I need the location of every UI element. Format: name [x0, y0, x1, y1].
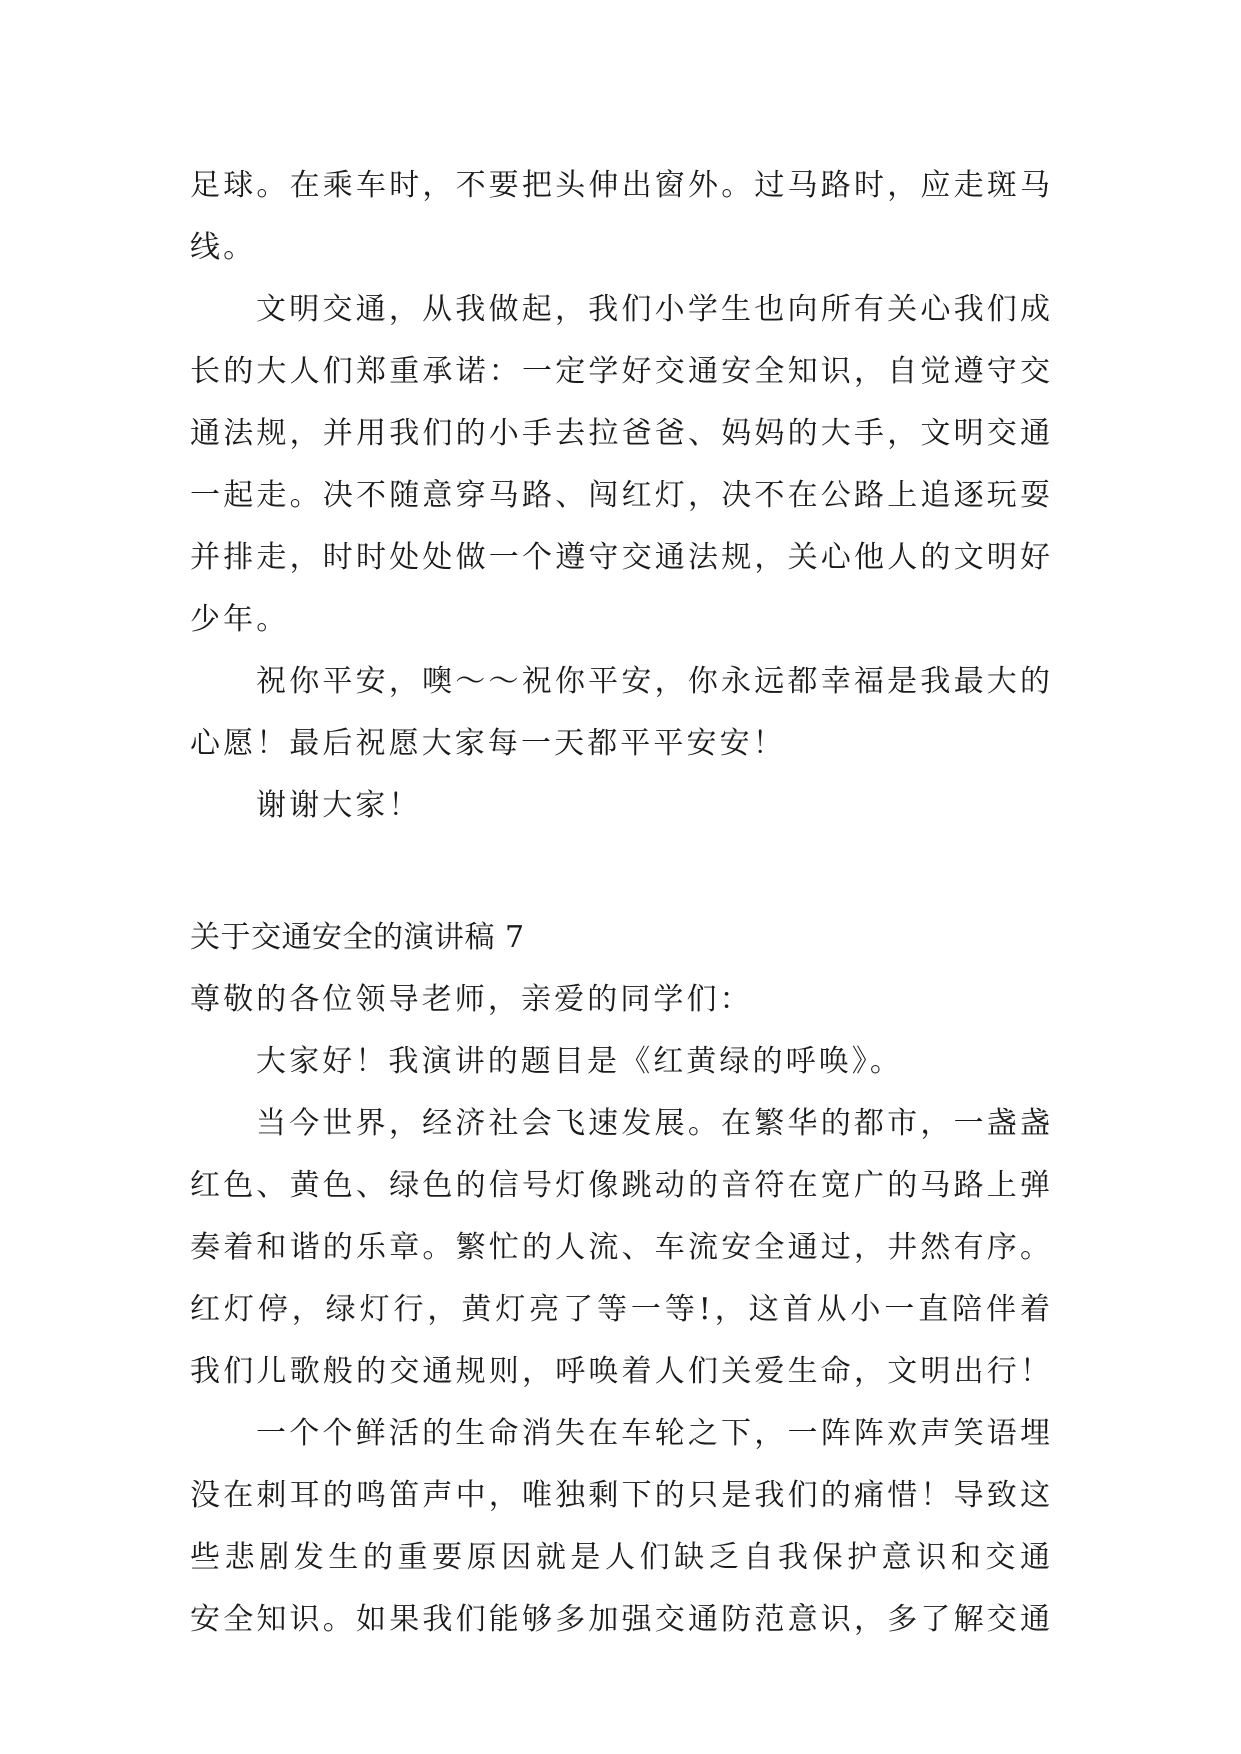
text-line: 红色、黄色、绿色的信号灯像跳动的音符在宽广的马路上弹	[190, 1168, 1050, 1203]
text-line: 当今世界，经济社会飞速发展。在繁华的都市，一盏盏	[256, 1106, 1050, 1141]
salutation: 尊敬的各位领导老师，亲爱的同学们：	[190, 982, 753, 1017]
text-line: 足球。在乘车时，不要把头伸出窗外。过马路时，应走斑马	[190, 168, 1050, 203]
promise-paragraph	[190, 279, 1050, 651]
text-line: 红灯停，绿灯行，黄灯亮了等一等!，这首从小一直陪伴着	[190, 1292, 1050, 1327]
text-line: 奏着和谐的乐章。繁忙的人流、车流安全通过，井然有序。	[190, 1230, 1050, 1265]
text-line: 一个个鲜活的生命消失在车轮之下，一阵阵欢声笑语埋	[256, 1416, 1050, 1451]
text-line: 没在刺耳的鸣笛声中，唯独剩下的只是我们的痛惜！导致这	[190, 1478, 1050, 1513]
tragedy-paragraph	[190, 1403, 1050, 1651]
text-line: 些悲剧发生的重要原因就是人们缺乏自我保护意识和交通	[190, 1540, 1050, 1575]
wish-paragraph	[190, 651, 1050, 775]
thanks-line: 谢谢大家！	[256, 788, 422, 823]
text-line: 线。	[190, 230, 257, 265]
text-line: 祝你平安，噢～～祝你平安，你永远都幸福是我最大的	[256, 664, 1050, 699]
continuation-paragraph	[190, 155, 1050, 279]
text-line: 我们儿歌般的交通规则，呼唤着人们关爱生命，文明出行！	[190, 1354, 1050, 1389]
text-line: 心愿！最后祝愿大家每一天都平平安安！	[190, 726, 786, 761]
greeting: 大家好！我演讲的题目是《红黄绿的呼唤》。	[256, 1044, 903, 1079]
text-line: 并排走，时时处处做一个遵守交通法规，关心他人的文明好	[190, 540, 1050, 575]
text-line: 长的大人们郑重承诺：一定学好交通安全知识，自觉遵守交	[190, 354, 1050, 389]
text-line: 一起走。决不随意穿马路、闯红灯，决不在公路上追逐玩耍	[190, 478, 1050, 513]
text-line: 少年。	[190, 602, 290, 637]
section-title: 关于交通安全的演讲稿 7	[190, 920, 525, 955]
text-line: 文明交通，从我做起，我们小学生也向所有关心我们成	[256, 292, 1050, 327]
lights-paragraph	[190, 1093, 1050, 1403]
document-page	[190, 155, 1050, 1651]
section-gap	[190, 837, 1050, 907]
text-line: 通法规，并用我们的小手去拉爸爸、妈妈的大手，文明交通	[190, 416, 1050, 451]
text-line: 安全知识。如果我们能够多加强交通防范意识，多了解交通	[190, 1602, 1050, 1637]
